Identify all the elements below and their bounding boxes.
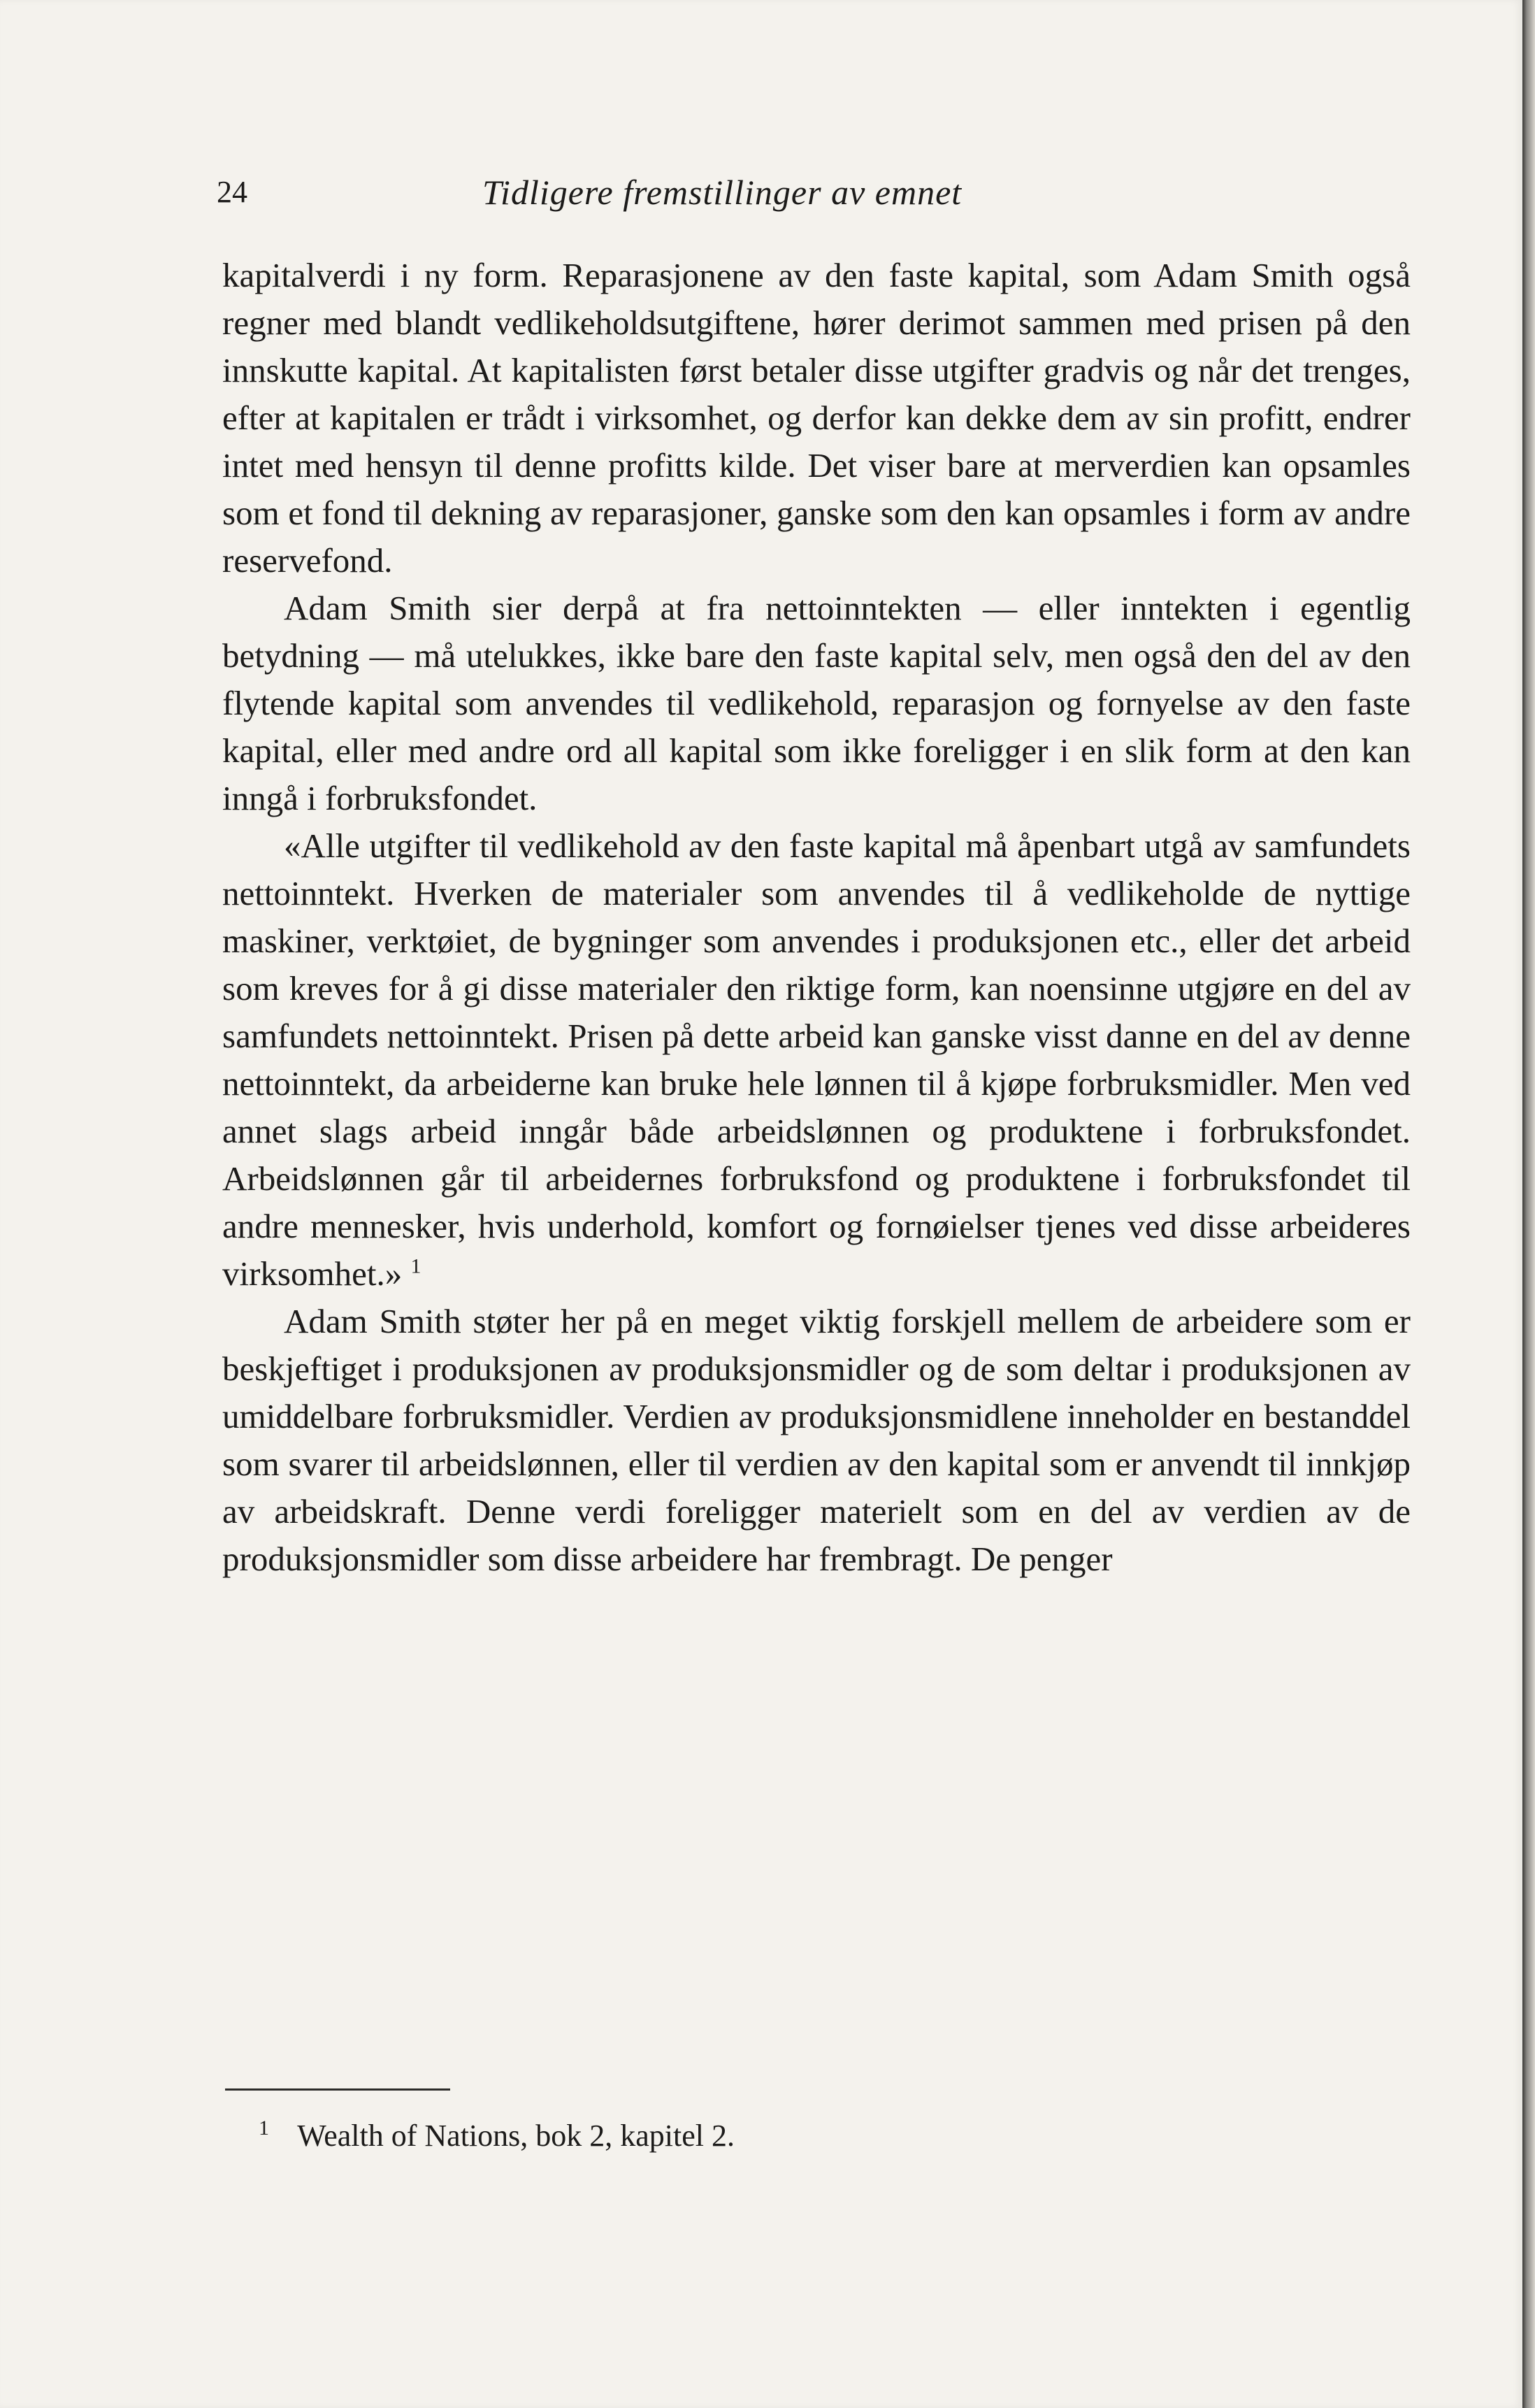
footnote-text: Wealth of Nations, bok 2, kapitel 2. [297, 2119, 735, 2153]
paragraph-4: Adam Smith støter her på en meget viktig forskjell mellem de arbeidere som er beskjeftiget i produksjonen av produksjonsmidler og de som deltar i produksjonen av umiddelbare forbruksmidler. Verdien av produksjonsmidlene inneholder en bestanddel som svarer til arbeidslønnen, eller til verdien av den kapital som er anvendt til innkjøp av arbeidskraft. Denne verdi foreligger materielt som en del av verdien av de produksjonsmidler som disse arbeidere har frembragt. De penger [222, 1302, 1411, 1578]
footnote [259, 2112, 735, 2160]
footnote-rule [225, 2088, 450, 2091]
body-text [222, 252, 1411, 1583]
paragraph-1: kapitalverdi i ny form. Reparasjonene av den faste kapital, som Adam Smith også regner med blandt vedlikeholdsutgiftene, hører derimot sammen med prisen på den innskutte kapital. At kapitalisten først betaler disse utgifter gradvis og når det trenges, efter at kapitalen er trådt i virksomhet, og derfor kan dekke dem av sin profitt, endrer intet med hensyn til denne profitts kilde. Det viser bare at merverdien kan opsamles som et fond til dekning av reparasjoner, ganske som den kan opsamles i form av andre reservefond. [222, 256, 1411, 580]
paragraph-3-quote [222, 822, 1411, 1298]
paragraph-2: Adam Smith sier derpå at fra nettoinntekten — eller inntekten i egentlig betydning — må utelukkes, ikke bare den faste kapital selv, men også den del av den flytende kapital som anvendes til vedlikehold, reparasjon og fornyelse av den faste kapital, eller med andre ord all kapital som ikke foreligger i en slik form at den kan inngå i forbruksfondet. [222, 589, 1411, 817]
quote-text: «Alle utgifter til vedlikehold av den faste kapital må åpenbart utgå av samfundets nettoinntekt. Hverken de materialer som anvendes til å vedlikeholde de nyttige maskiner, verktøiet, de bygninger som anvendes i produksjonen etc., eller det arbeid som kreves for å gi disse materialer den riktige form, kan noensinne utgjøre en del av samfundets nettoinntekt. Prisen på dette arbeid kan ganske visst danne en del av denne nettoinntekt, da arbeiderne kan bruke hele lønnen til å kjøpe forbruksmidler. Men ved annet slags arbeid inngår både arbeidslønnen og produktene i forbruksfondet. Arbeidslønnen går til arbeidernes forbruksfond og produktene i forbruksfondet til andre mennesker, hvis underhold, komfort og fornøielser tjenes ved disse arbeideres virksomhet.» [222, 826, 1411, 1293]
footnote-reference: 1 [410, 1254, 421, 1278]
running-title: Tidligere fremstillinger av emnet [482, 173, 963, 212]
page-edge [1522, 0, 1535, 2408]
footnote-marker: 1 [259, 2116, 269, 2140]
running-head [210, 168, 1412, 217]
page-number: 24 [217, 175, 247, 209]
